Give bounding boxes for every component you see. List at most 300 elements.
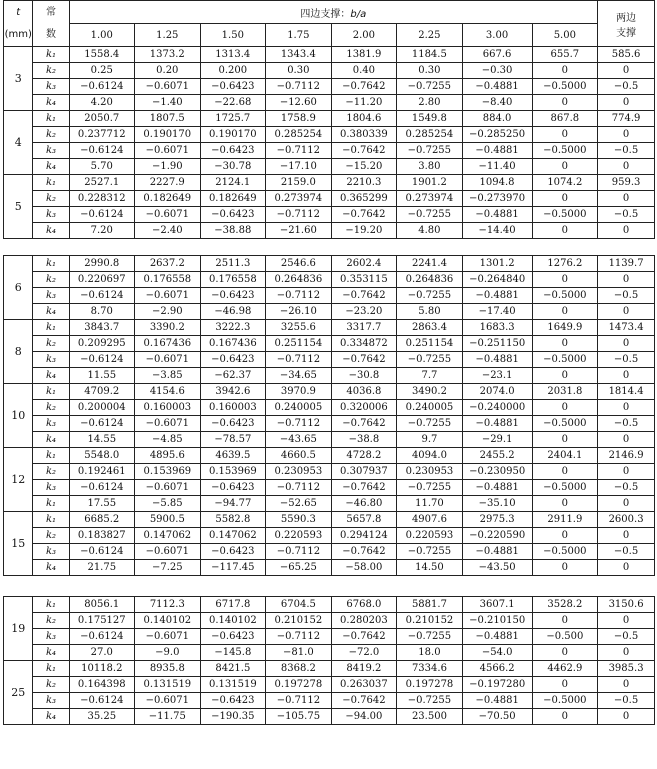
value-cell: −0.7112 <box>266 79 332 95</box>
value-cell: 2074.0 <box>462 384 532 400</box>
value-cell: 585.6 <box>598 47 655 63</box>
two-side-support-header <box>598 1 655 47</box>
value-cell: −46.80 <box>331 496 397 512</box>
value-cell: 1758.9 <box>266 111 332 127</box>
value-cell: −0.5000 <box>532 79 598 95</box>
value-cell: 0 <box>598 709 655 725</box>
thickness-cell: 8 <box>4 320 33 384</box>
value-cell: −0.7112 <box>266 544 332 560</box>
ratio-row <box>4 24 655 47</box>
value-cell: −2.40 <box>135 223 201 239</box>
value-cell: −105.75 <box>266 709 332 725</box>
value-cell: −117.45 <box>200 560 266 576</box>
value-cell: −0.7255 <box>397 693 463 709</box>
value-cell: 0 <box>598 63 655 79</box>
value-cell: 0 <box>598 272 655 288</box>
value-cell: −0.251150 <box>462 336 532 352</box>
value-cell: −78.57 <box>200 432 266 448</box>
value-cell: 0 <box>598 336 655 352</box>
value-cell: 11.70 <box>397 496 463 512</box>
value-cell: 17.55 <box>69 496 135 512</box>
table-row <box>4 544 655 560</box>
value-cell: −0.7255 <box>397 288 463 304</box>
coefficient-table <box>3 596 655 725</box>
value-cell: −0.6071 <box>135 693 201 709</box>
value-cell: 2527.1 <box>69 175 135 191</box>
value-cell: 0.334872 <box>331 336 397 352</box>
constant-name-cell: k₁ <box>33 512 69 528</box>
value-cell: 959.3 <box>598 175 655 191</box>
thickness-cell: 5 <box>4 175 33 239</box>
value-cell: −0.5000 <box>532 207 598 223</box>
value-cell: 4660.5 <box>266 448 332 464</box>
table-row <box>4 47 655 63</box>
value-cell: −0.6124 <box>69 143 135 159</box>
constant-name-cell: k₃ <box>33 143 69 159</box>
table-row <box>4 560 655 576</box>
table-row <box>4 352 655 368</box>
value-cell: 0 <box>598 368 655 384</box>
value-cell: −0.6423 <box>200 693 266 709</box>
table-row <box>4 63 655 79</box>
value-cell: 1649.9 <box>532 320 598 336</box>
value-cell: 0 <box>598 95 655 111</box>
value-cell: 2911.9 <box>532 512 598 528</box>
value-cell: 0.160003 <box>200 400 266 416</box>
value-cell: −0.7255 <box>397 629 463 645</box>
value-cell: −11.40 <box>462 159 532 175</box>
value-cell: 3222.3 <box>200 320 266 336</box>
value-cell: 0 <box>598 432 655 448</box>
value-cell: 4566.2 <box>462 661 532 677</box>
value-cell: 0 <box>598 159 655 175</box>
value-cell: −62.37 <box>200 368 266 384</box>
value-cell: 6717.8 <box>200 597 266 613</box>
constant-name-cell: k₁ <box>33 384 69 400</box>
constant-name-cell: k₄ <box>33 95 69 111</box>
value-cell: 0 <box>532 63 598 79</box>
value-cell: 0.209295 <box>69 336 135 352</box>
value-cell: 0 <box>532 400 598 416</box>
constant-name-cell: k₄ <box>33 368 69 384</box>
value-cell: −0.5 <box>598 480 655 496</box>
value-cell: 667.6 <box>462 47 532 63</box>
value-cell: −21.60 <box>266 223 332 239</box>
value-cell: 4.80 <box>397 223 463 239</box>
value-cell: 0 <box>532 368 598 384</box>
value-cell: −65.25 <box>266 560 332 576</box>
ratio-cell: 2.25 <box>397 24 463 47</box>
ratio-cell: 1.50 <box>200 24 266 47</box>
value-cell: −0.7255 <box>397 352 463 368</box>
table-row <box>4 496 655 512</box>
constant-label-2: 数 <box>46 28 56 40</box>
table-row <box>4 175 655 191</box>
value-cell: 0 <box>532 127 598 143</box>
value-cell: 3.80 <box>397 159 463 175</box>
constant-label-1: 常 <box>46 6 56 18</box>
value-cell: −0.30 <box>462 63 532 79</box>
value-cell: 0 <box>532 95 598 111</box>
value-cell: 8056.1 <box>69 597 135 613</box>
table-row <box>4 191 655 207</box>
value-cell: 0 <box>598 645 655 661</box>
value-cell: 0.264836 <box>397 272 463 288</box>
value-cell: 0.20 <box>135 63 201 79</box>
value-cell: −43.50 <box>462 560 532 576</box>
value-cell: −0.5 <box>598 79 655 95</box>
value-cell: −0.5000 <box>532 480 598 496</box>
value-cell: 1804.6 <box>331 111 397 127</box>
value-cell: 0.40 <box>331 63 397 79</box>
value-cell: 2404.1 <box>532 448 598 464</box>
value-cell: −0.4881 <box>462 544 532 560</box>
table-row <box>4 272 655 288</box>
value-cell: −1.90 <box>135 159 201 175</box>
value-cell: 0.131519 <box>200 677 266 693</box>
value-cell: −0.6124 <box>69 352 135 368</box>
value-cell: 0.320006 <box>331 400 397 416</box>
value-cell: −0.4881 <box>462 693 532 709</box>
value-cell: −0.7642 <box>331 143 397 159</box>
value-cell: −0.6423 <box>200 288 266 304</box>
value-cell: 18.0 <box>397 645 463 661</box>
value-cell: −0.6071 <box>135 629 201 645</box>
value-cell: 0.176558 <box>200 272 266 288</box>
value-cell: 0.167436 <box>135 336 201 352</box>
table-row <box>4 288 655 304</box>
value-cell: −0.6071 <box>135 352 201 368</box>
table-row <box>4 629 655 645</box>
value-cell: 2159.0 <box>266 175 332 191</box>
value-cell: −0.5000 <box>532 352 598 368</box>
value-cell: 8368.2 <box>266 661 332 677</box>
constant-name-cell: k₂ <box>33 400 69 416</box>
value-cell: −0.7112 <box>266 207 332 223</box>
value-cell: −0.500 <box>532 629 598 645</box>
value-cell: 7.20 <box>69 223 135 239</box>
value-cell: −0.4881 <box>462 143 532 159</box>
value-cell: 2863.4 <box>397 320 463 336</box>
value-cell: 0.273974 <box>397 191 463 207</box>
value-cell: 1807.5 <box>135 111 201 127</box>
table-row <box>4 709 655 725</box>
table-row <box>4 613 655 629</box>
ratio-cell: 3.00 <box>462 24 532 47</box>
value-cell: −0.7642 <box>331 544 397 560</box>
value-cell: −0.6071 <box>135 207 201 223</box>
two-side-label-1: 两边 <box>616 12 637 24</box>
value-cell: 8421.5 <box>200 661 266 677</box>
value-cell: 0.200004 <box>69 400 135 416</box>
value-cell: 0 <box>532 336 598 352</box>
value-cell: 0.153969 <box>200 464 266 480</box>
value-cell: 0.251154 <box>397 336 463 352</box>
value-cell: 2990.8 <box>69 256 135 272</box>
table-row <box>4 368 655 384</box>
thickness-cell: 4 <box>4 111 33 175</box>
value-cell: −0.6423 <box>200 629 266 645</box>
value-cell: 5548.0 <box>69 448 135 464</box>
value-cell: 774.9 <box>598 111 655 127</box>
constant-name-cell: k₄ <box>33 159 69 175</box>
value-cell: −30.78 <box>200 159 266 175</box>
value-cell: −0.5 <box>598 352 655 368</box>
thickness-cell: 12 <box>4 448 33 512</box>
two-side-label-2: 支撑 <box>616 27 637 39</box>
table-row <box>4 528 655 544</box>
value-cell: 10118.2 <box>69 661 135 677</box>
value-cell: −52.65 <box>266 496 332 512</box>
table-row <box>4 256 655 272</box>
value-cell: −0.7112 <box>266 143 332 159</box>
value-cell: 0.200 <box>200 63 266 79</box>
value-cell: 0.140102 <box>135 613 201 629</box>
constant-name-cell: k₄ <box>33 432 69 448</box>
value-cell: −0.6423 <box>200 544 266 560</box>
value-cell: −0.197280 <box>462 677 532 693</box>
value-cell: −0.5 <box>598 416 655 432</box>
value-cell: −0.7255 <box>397 544 463 560</box>
value-cell: −9.0 <box>135 645 201 661</box>
value-cell: −19.20 <box>331 223 397 239</box>
constant-name-cell: k₁ <box>33 111 69 127</box>
table-row <box>4 79 655 95</box>
value-cell: 0.251154 <box>266 336 332 352</box>
table-row <box>4 207 655 223</box>
value-cell: 4036.8 <box>331 384 397 400</box>
value-cell: 3255.6 <box>266 320 332 336</box>
value-cell: 14.50 <box>397 560 463 576</box>
value-cell: 1725.7 <box>200 111 266 127</box>
value-cell: −12.60 <box>266 95 332 111</box>
value-cell: −0.6423 <box>200 352 266 368</box>
constant-name-cell: k₃ <box>33 693 69 709</box>
value-cell: −15.20 <box>331 159 397 175</box>
constant-name-cell: k₃ <box>33 480 69 496</box>
value-cell: −35.10 <box>462 496 532 512</box>
value-cell: 2455.2 <box>462 448 532 464</box>
value-cell: 0.131519 <box>135 677 201 693</box>
table-row <box>4 127 655 143</box>
value-cell: −38.8 <box>331 432 397 448</box>
value-cell: 2546.6 <box>266 256 332 272</box>
value-cell: 2637.2 <box>135 256 201 272</box>
value-cell: 4639.5 <box>200 448 266 464</box>
value-cell: 0.197278 <box>397 677 463 693</box>
value-cell: 0.190170 <box>200 127 266 143</box>
value-cell: −54.0 <box>462 645 532 661</box>
value-cell: −0.6124 <box>69 693 135 709</box>
value-cell: 0.220593 <box>397 528 463 544</box>
t-unit: (mm) <box>4 28 32 40</box>
value-cell: 3970.9 <box>266 384 332 400</box>
thickness-cell: 3 <box>4 47 33 111</box>
value-cell: 1683.3 <box>462 320 532 336</box>
value-cell: 0 <box>532 223 598 239</box>
constant-name-cell: k₂ <box>33 272 69 288</box>
constant-name-cell: k₂ <box>33 528 69 544</box>
value-cell: 27.0 <box>69 645 135 661</box>
constant-name-cell: k₁ <box>33 448 69 464</box>
value-cell: −0.6124 <box>69 288 135 304</box>
thickness-cell: 25 <box>4 661 33 725</box>
constant-header <box>33 1 69 47</box>
value-cell: 0 <box>598 528 655 544</box>
value-cell: 0 <box>598 496 655 512</box>
value-cell: 0.285254 <box>266 127 332 143</box>
value-cell: −0.264840 <box>462 272 532 288</box>
value-cell: 1094.8 <box>462 175 532 191</box>
value-cell: 1373.2 <box>135 47 201 63</box>
value-cell: −0.7642 <box>331 416 397 432</box>
value-cell: 7334.6 <box>397 661 463 677</box>
thickness-cell: 6 <box>4 256 33 320</box>
table-row <box>4 111 655 127</box>
table-row <box>4 400 655 416</box>
value-cell: 0.192461 <box>69 464 135 480</box>
value-cell: −0.6124 <box>69 416 135 432</box>
value-cell: −17.10 <box>266 159 332 175</box>
value-cell: 0.147062 <box>135 528 201 544</box>
value-cell: 5881.7 <box>397 597 463 613</box>
value-cell: 0 <box>532 613 598 629</box>
value-cell: 0 <box>532 304 598 320</box>
value-cell: 0 <box>598 677 655 693</box>
constant-name-cell: k₁ <box>33 47 69 63</box>
value-cell: −0.6071 <box>135 416 201 432</box>
value-cell: 3390.2 <box>135 320 201 336</box>
value-cell: 1381.9 <box>331 47 397 63</box>
table-row <box>4 512 655 528</box>
value-cell: −0.7112 <box>266 288 332 304</box>
constant-name-cell: k₂ <box>33 336 69 352</box>
constant-name-cell: k₄ <box>33 223 69 239</box>
value-cell: −0.7642 <box>331 629 397 645</box>
value-cell: −0.4881 <box>462 79 532 95</box>
value-cell: 0.160003 <box>135 400 201 416</box>
value-cell: −0.7112 <box>266 480 332 496</box>
value-cell: 0.230953 <box>266 464 332 480</box>
value-cell: 8935.8 <box>135 661 201 677</box>
value-cell: 0.285254 <box>397 127 463 143</box>
table-row <box>4 416 655 432</box>
value-cell: 0 <box>532 464 598 480</box>
value-cell: 0.183827 <box>69 528 135 544</box>
value-cell: 0 <box>598 464 655 480</box>
value-cell: −0.7642 <box>331 352 397 368</box>
value-cell: −0.6071 <box>135 79 201 95</box>
value-cell: 0 <box>532 272 598 288</box>
value-cell: −0.4881 <box>462 207 532 223</box>
value-cell: 2975.3 <box>462 512 532 528</box>
value-cell: −0.5000 <box>532 544 598 560</box>
value-cell: 1313.4 <box>200 47 266 63</box>
value-cell: −46.98 <box>200 304 266 320</box>
value-cell: −0.5000 <box>532 143 598 159</box>
table-row <box>4 661 655 677</box>
value-cell: 0.294124 <box>331 528 397 544</box>
value-cell: 0.365299 <box>331 191 397 207</box>
coefficient-table <box>3 0 655 239</box>
value-cell: −0.6423 <box>200 143 266 159</box>
value-cell: −7.25 <box>135 560 201 576</box>
value-cell: 0.175127 <box>69 613 135 629</box>
value-cell: 0 <box>532 560 598 576</box>
value-cell: −0.7642 <box>331 693 397 709</box>
constant-name-cell: k₄ <box>33 304 69 320</box>
value-cell: −0.6423 <box>200 79 266 95</box>
value-cell: 5.70 <box>69 159 135 175</box>
value-cell: −0.7255 <box>397 416 463 432</box>
constant-name-cell: k₂ <box>33 127 69 143</box>
value-cell: −30.8 <box>331 368 397 384</box>
value-cell: 23.500 <box>397 709 463 725</box>
value-cell: 3942.6 <box>200 384 266 400</box>
value-cell: −0.7255 <box>397 207 463 223</box>
constant-name-cell: k₄ <box>33 709 69 725</box>
constant-name-cell: k₄ <box>33 560 69 576</box>
value-cell: −38.88 <box>200 223 266 239</box>
value-cell: −0.5000 <box>532 693 598 709</box>
constant-name-cell: k₁ <box>33 661 69 677</box>
constant-name-cell: k₂ <box>33 191 69 207</box>
value-cell: 1549.8 <box>397 111 463 127</box>
value-cell: 4907.6 <box>397 512 463 528</box>
value-cell: 0.197278 <box>266 677 332 693</box>
value-cell: 1473.4 <box>598 320 655 336</box>
value-cell: 5590.3 <box>266 512 332 528</box>
table-row <box>4 143 655 159</box>
value-cell: −26.10 <box>266 304 332 320</box>
value-cell: 0.30 <box>397 63 463 79</box>
value-cell: 0 <box>532 191 598 207</box>
value-cell: −190.35 <box>200 709 266 725</box>
value-cell: −0.5 <box>598 629 655 645</box>
table-row <box>4 448 655 464</box>
value-cell: −0.4881 <box>462 416 532 432</box>
t-symbol: t <box>16 6 21 18</box>
value-cell: 0 <box>598 127 655 143</box>
value-cell: 2227.9 <box>135 175 201 191</box>
value-cell: −23.20 <box>331 304 397 320</box>
value-cell: 4154.6 <box>135 384 201 400</box>
value-cell: 4709.2 <box>69 384 135 400</box>
value-cell: −0.210150 <box>462 613 532 629</box>
value-cell: 0 <box>532 432 598 448</box>
value-cell: 8.70 <box>69 304 135 320</box>
ratio-symbol: b/a <box>350 8 367 20</box>
value-cell: −0.6071 <box>135 143 201 159</box>
value-cell: 0 <box>598 304 655 320</box>
value-cell: −70.50 <box>462 709 532 725</box>
value-cell: −14.40 <box>462 223 532 239</box>
value-cell: 2031.8 <box>532 384 598 400</box>
constant-name-cell: k₃ <box>33 416 69 432</box>
value-cell: −0.5000 <box>532 288 598 304</box>
value-cell: 4.20 <box>69 95 135 111</box>
value-cell: 1901.2 <box>397 175 463 191</box>
value-cell: 0.240005 <box>266 400 332 416</box>
value-cell: −0.6071 <box>135 480 201 496</box>
value-cell: −0.220590 <box>462 528 532 544</box>
value-cell: −0.240000 <box>462 400 532 416</box>
value-cell: 21.75 <box>69 560 135 576</box>
value-cell: 6704.5 <box>266 597 332 613</box>
value-cell: 1814.4 <box>598 384 655 400</box>
value-cell: 4728.2 <box>331 448 397 464</box>
value-cell: −29.1 <box>462 432 532 448</box>
